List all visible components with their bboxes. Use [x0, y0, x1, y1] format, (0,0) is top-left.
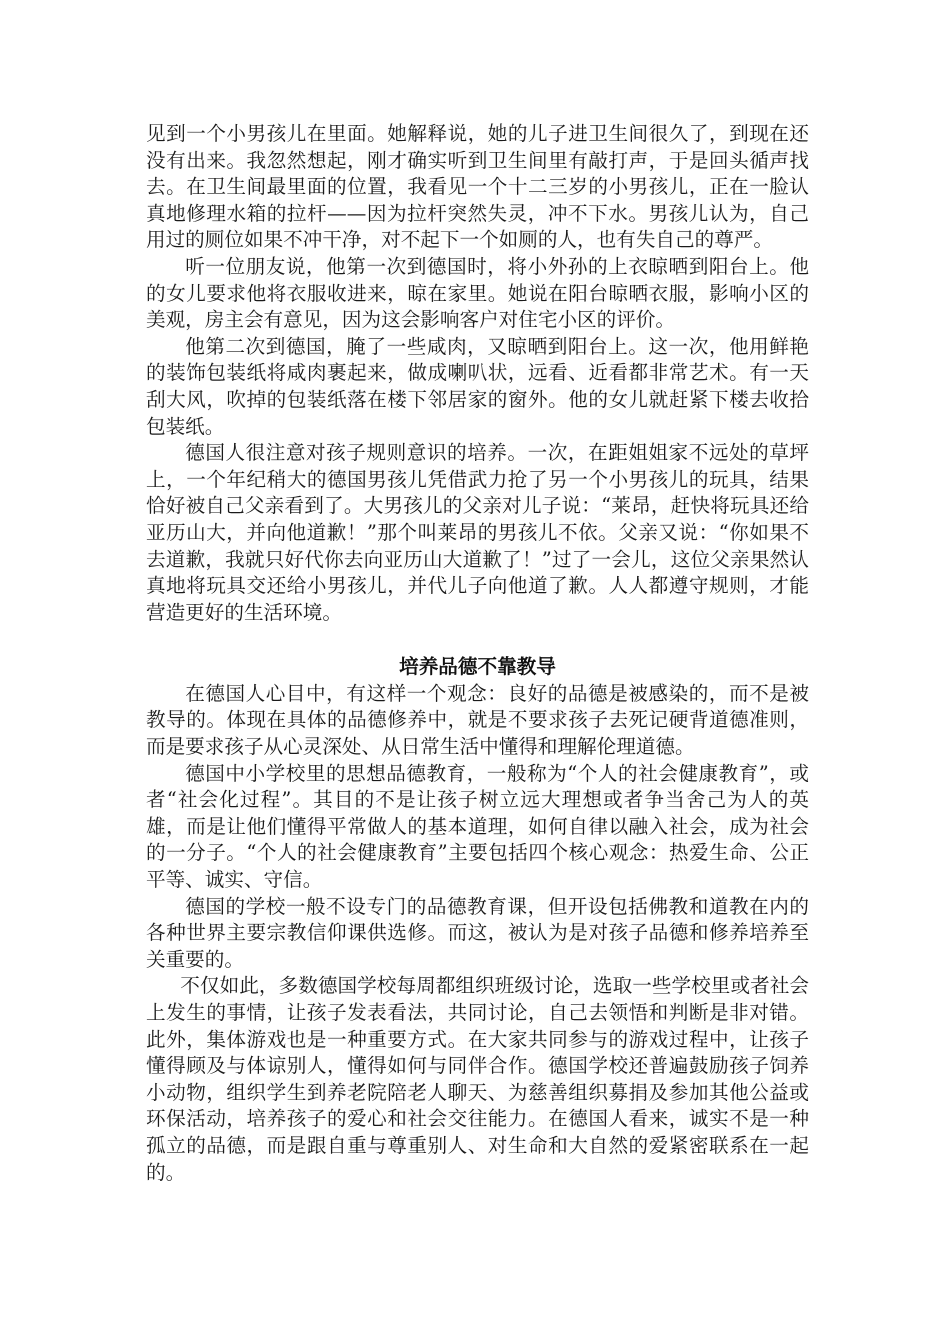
paragraph-restroom-boy: 见到一个小男孩儿在里面。她解释说，她的儿子进卫生间很久了，到现在还没有出来。我忽然想起，刚才确实听到卫生间里有敲打声，于是回头循声找去。在卫生间最里面的位置，我看见一个十二三岁的小男孩儿，正在一脸认真地修理水箱的拉杆——因为拉杆突然失灵，冲不下水。男孩儿认为，自己用过的厕位如果不冲干净，对不起下一个如厕的人，也有失自己的尊严。: [146, 122, 809, 252]
paragraph-salted-meat: 他第二次到德国，腌了一些咸肉，又晾晒到阳台上。这一次，他用鲜艳的装饰包装纸将咸肉裹起来，做成喇叭状，远看、近看都非常艺术。有一天刮大风，吹掉的包装纸落在楼下邻居家的窗外。他的女儿就赶紧下楼去收拾包装纸。: [146, 334, 809, 438]
paragraph-moral-concept: 在德国人心目中，有这样一个观念：良好的品德是被感染的，而不是被教导的。体现在具体的品德修养中，就是不要求孩子去死记硬背道德准则，而是要求孩子从心灵深处、从日常生活中懂得和理解伦理道德。: [146, 681, 809, 759]
paragraph-class-discussion: 不仅如此，多数德国学校每周都组织班级讨论，选取一些学校里或者社会上发生的事情，让孩子发表看法，共同讨论，自己去领悟和判断是非对错。此外，集体游戏也是一种重要方式。在大家共同参与的游戏过程中，让孩子懂得顾及与体谅别人，懂得如何与同伴合作。德国学校还普遍鼓励孩子饲养小动物，组织学生到养老院陪老人聊天、为慈善组织募捐及参加其他公益或环保活动，培养孩子的爱心和社会交往能力。在德国人看来，诚实不是一种孤立的品德，而是跟自重与尊重别人、对生命和大自然的爱紧密联系在一起的。: [146, 974, 809, 1184]
paragraph-balcony-clothes: 听一位朋友说，他第一次到德国时，将小外孙的上衣晾晒到阳台上。他的女儿要求他将衣服收进来，晾在家里。她说在阳台晾晒衣服，影响小区的美观，房主会有意见，因为这会影响客户对住宅小区的评价。: [146, 254, 809, 332]
document-page: [146, 121, 809, 1186]
paragraph-rule-awareness: 德国人很注意对孩子规则意识的培养。一次，在距姐姐家不远处的草坪上，一个年纪稍大的德国男孩儿凭借武力抢了另一个小男孩儿的玩具，结果恰好被自己父亲看到了。大男孩儿的父亲对儿子说：“莱昂，赶快将玩具还给亚历山大，并向他道歉！”那个叫莱昂的男孩儿不依。父亲又说：“你如果不去道歉，我就只好代你去向亚历山大道歉了！”过了一会儿，这位父亲果然认真地将玩具交还给小男孩儿，并代儿子向他道了歉。人人都遵守规则，才能营造更好的生活环境。: [146, 441, 809, 624]
paragraph-school-education: 德国中小学校里的思想品德教育，一般称为“个人的社会健康教育”，或者“社会化过程”。其目的不是让孩子树立远大理想或者争当舍己为人的英雄，而是让他们懂得平常做人的基本道理，如何自律以融入社会，成为社会的一分子。“个人的社会健康教育”主要包括四个核心观念：热爱生命、公正平等、诚实、守信。: [146, 761, 809, 892]
paragraph-religion-courses: 德国的学校一般不设专门的品德教育课，但开设包括佛教和道教在内的各种世界主要宗教信仰课供选修。而这，被认为是对孩子品德和修养培养至关重要的。: [146, 894, 809, 971]
section-heading: 培养品德不靠教导: [399, 655, 556, 679]
